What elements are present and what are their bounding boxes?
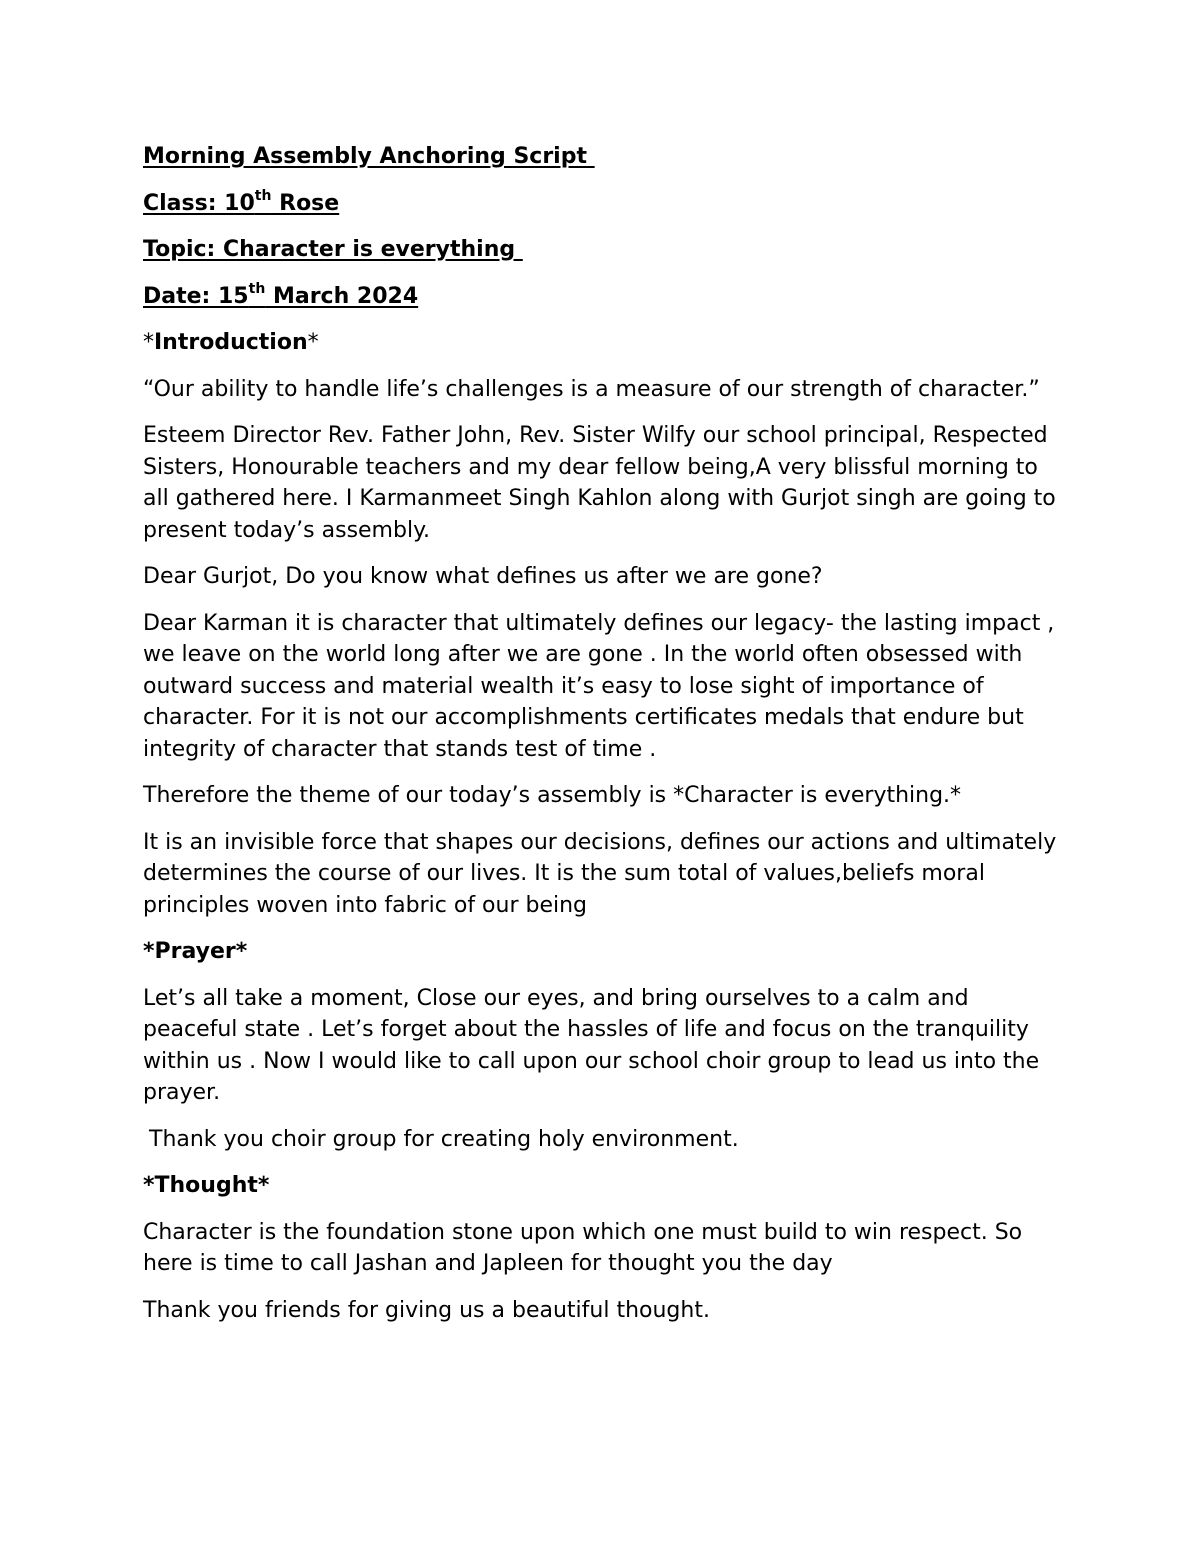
topic-line: Topic: Character is everything <box>143 237 523 262</box>
date-superscript: th <box>248 281 266 298</box>
class-prefix: Class: 10 <box>143 190 255 216</box>
introduction-theme: Therefore the theme of our today’s assembly is *Character is everything.* <box>143 783 962 808</box>
class-line <box>143 188 1063 220</box>
document-page <box>143 141 1063 1341</box>
prayer-thanks: Thank you choir group for creating holy environment. <box>149 1126 739 1152</box>
date-line <box>143 281 1063 313</box>
prayer-heading: *Prayer* <box>143 939 248 964</box>
introduction-star-open: * <box>143 330 154 355</box>
date-suffix: March 2024 <box>265 283 419 309</box>
introduction-star-close: * <box>307 330 319 355</box>
thought-text: Character is the foundation stone upon which one must build to win respect. So here is time to call Jashan and Japleen for thought you the day <box>143 1219 1023 1276</box>
introduction-greeting: Esteem Director Rev. Father John, Rev. Sister Wilfy our school principal, Respected Sisters, Honourable teachers and my dear fellow being,A very blissful morning to all gathered here. I Karmanmeet Singh Kahlon along with Gurjot singh are going to present today’s assembly. <box>143 423 1056 543</box>
class-superscript: th <box>254 188 272 205</box>
introduction-heading <box>143 327 1063 359</box>
introduction-definition: It is an invisible force that shapes our decisions, defines our actions and ultimately determines the course of our lives. It is the sum total of values,beliefs moral principles woven into fabric of our being <box>143 829 1057 918</box>
date-prefix: Date: 15 <box>143 283 249 309</box>
introduction-question: Dear Gurjot, Do you know what defines us after we are gone? <box>143 564 823 589</box>
prayer-text: Let’s all take a moment, Close our eyes, and bring ourselves to a calm and peaceful state . Let’s forget about the hassles of life and focus on the tranquility within us . Now I would like to call upon our school choir group to lead us into the prayer. <box>143 985 1040 1105</box>
script-title: Morning Assembly Anchoring Script <box>143 144 595 169</box>
thought-heading: *Thought* <box>143 1173 270 1198</box>
class-suffix: Rose <box>271 190 340 216</box>
introduction-heading-text: Introduction <box>154 330 308 355</box>
introduction-quote: “Our ability to handle life’s challenges is a measure of our strength of character.” <box>143 376 1040 402</box>
introduction-answer: Dear Karman it is character that ultimately defines our legacy- the lasting impact , we leave on the world long after we are gone . In the world often obsessed with outward success and material wealth it’s easy to lose sight of importance of character. For it is not our accomplishments certificates medals that endure but integrity of character that stands test of time . <box>143 610 1055 762</box>
thought-thanks: Thank you friends for giving us a beautiful thought. <box>143 1297 710 1323</box>
